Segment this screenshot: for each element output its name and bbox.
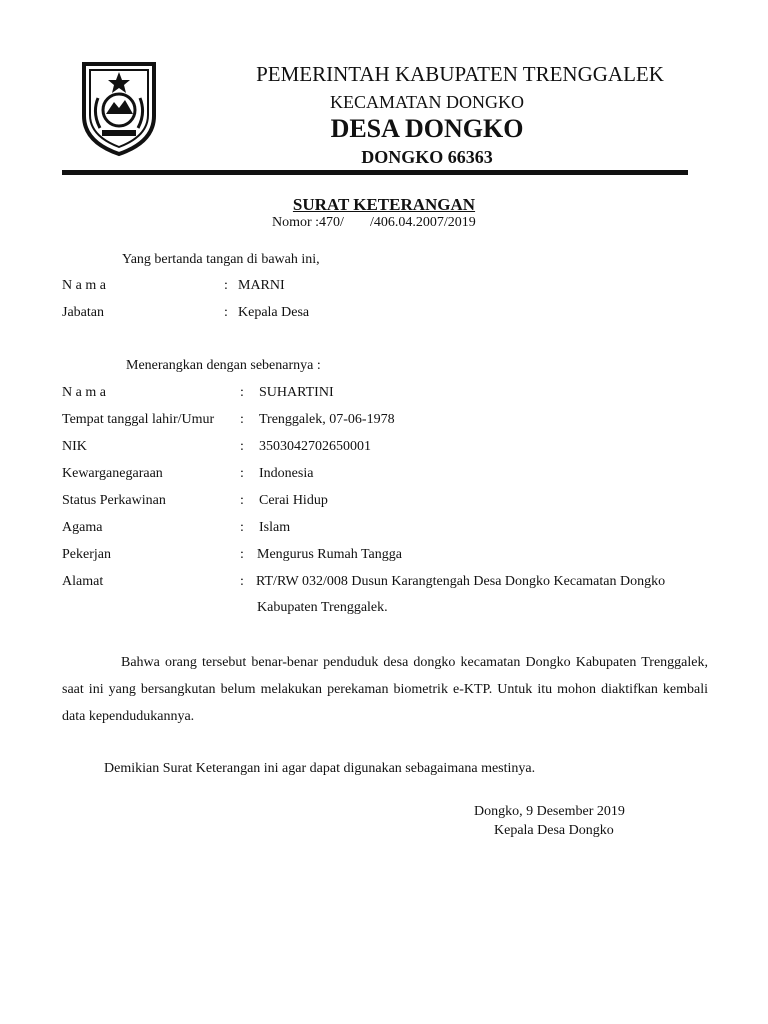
signer-position-value: Kepala Desa [238,305,310,320]
subject-address-colon: : [240,574,244,589]
subject-religion-colon: : [240,520,244,535]
subject-birth-colon: : [240,412,244,427]
subject-nik-value: 3503042702650001 [259,439,371,454]
letter-title: SURAT KETERANGAN [292,195,476,214]
letter-number-prefix: Nomor :470/ [272,215,344,230]
body-paragraph [62,649,708,730]
statement-text: Menerangkan dengan sebenarnya : [126,358,321,373]
regency-emblem-icon [78,58,160,158]
letterhead-district: KECAMATAN DONGKO [329,92,525,112]
subject-occupation-value: Mengurus Rumah Tangga [257,547,402,562]
subject-religion-label: Agama [62,520,103,535]
letter-number [272,215,476,231]
subject-marital-colon: : [240,493,244,508]
signer-position-label: Jabatan [62,305,104,320]
letterhead-divider [62,170,688,175]
letter-number-suffix: /406.04.2007/2019 [369,215,476,230]
signer-title: Kepala Desa Dongko [494,823,614,838]
subject-name-label: N a m a [62,385,106,400]
letterhead-government: PEMERINTAH KABUPATEN TRENGGALEK [256,62,664,86]
subject-citizenship-value: Indonesia [259,466,314,481]
signer-position-colon: : [224,305,228,320]
signer-name-label: N a m a [62,278,106,293]
letterhead-postal: DONGKO 66363 [361,147,493,167]
subject-marital-label: Status Perkawinan [62,493,166,508]
subject-name-value: SUHARTINI [259,385,334,400]
subject-occupation-label: Pekerjan [62,547,111,562]
subject-religion-value: Islam [259,520,291,535]
subject-birth-label: Tempat tanggal lahir/Umur [62,412,215,427]
place-date: Dongko, 9 Desember 2019 [474,804,625,819]
subject-name-colon: : [240,385,244,400]
intro-text: Yang bertanda tangan di bawah ini, [122,252,320,267]
subject-citizenship-label: Kewarganegaraan [62,466,163,481]
subject-nik-colon: : [240,439,244,454]
closing-text: Demikian Surat Keterangan ini agar dapat digunakan sebagaimana mestinya. [104,761,536,776]
body-text: Bahwa orang tersebut benar-benar penduduk desa dongko kecamatan Dongko Kabupaten Trenggalek, saat ini yang bersangkutan belum melakukan perekaman biometrik e-KTP. Untuk itu mohon diaktifkan kembali data kependudukannya. [62,655,708,724]
subject-nik-label: NIK [62,439,87,454]
signer-name-value: MARNI [238,278,285,293]
subject-address-value: RT/RW 032/008 Dusun Karangtengah Desa Dongko Kecamatan Dongko [256,574,666,589]
subject-birth-value: Trenggalek, 07-06-1978 [259,412,395,427]
letterhead-village: DESA DONGKO [330,114,524,143]
subject-address-value-line2: Kabupaten Trenggalek. [257,600,388,615]
signer-name-colon: : [224,278,228,293]
subject-address-label: Alamat [62,574,104,589]
subject-occupation-colon: : [240,547,244,562]
subject-marital-value: Cerai Hidup [259,493,328,508]
subject-citizenship-colon: : [240,466,244,481]
